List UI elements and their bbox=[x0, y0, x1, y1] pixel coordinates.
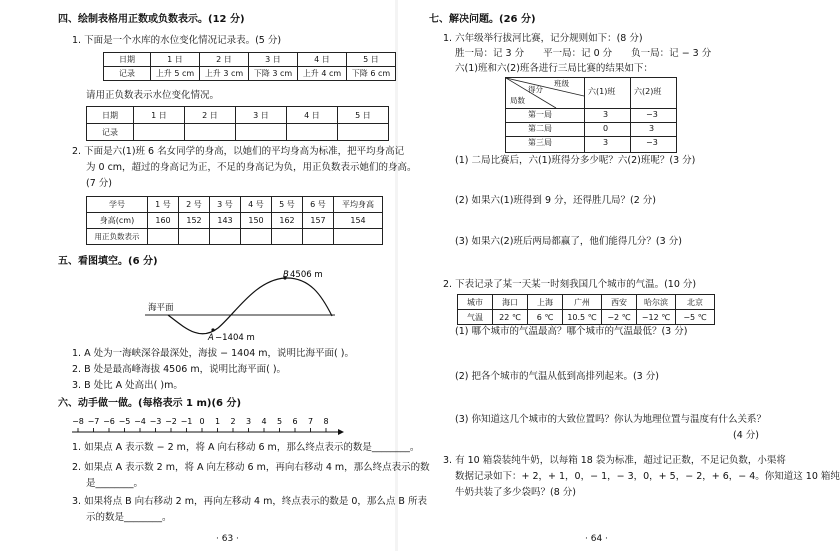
s7-q2-sub3-score: (4 分) bbox=[733, 430, 759, 441]
s6-q2-cont: 是________。 bbox=[86, 478, 144, 489]
table-cell: 1 日 bbox=[151, 53, 200, 67]
s7-q1-sub2: (2) 如果六(1)班得到 9 分，还得胜几局？(2 分) bbox=[455, 195, 656, 206]
table-cell: 上升 4 cm bbox=[298, 67, 347, 81]
table-cell: 150 bbox=[241, 213, 272, 229]
table-cell: 143 bbox=[210, 213, 241, 229]
corner-class-label: 班级 bbox=[554, 79, 569, 88]
s4-q2-line2: 为 0 cm，超过的身高记为正，不足的身高记为负，用正负数表示她们的身高。 bbox=[86, 162, 417, 173]
score-cell: 3 bbox=[603, 138, 609, 147]
table-cell: 3 日 bbox=[249, 53, 298, 67]
s7-q1-sub3: (3) 如果六(2)班后两局都赢了，他们能得几分？(3 分) bbox=[455, 236, 682, 247]
table-cell: 6 ℃ bbox=[528, 310, 563, 325]
header-diagonal bbox=[506, 78, 584, 96]
city-temperature-table bbox=[457, 294, 715, 325]
s5-q3: 3. B 处比 A 处高出( )m。 bbox=[72, 380, 183, 391]
table-cell: 4 日 bbox=[298, 53, 347, 67]
number-line-tick-label: 5 bbox=[276, 417, 283, 426]
answer-cell[interactable] bbox=[236, 124, 287, 141]
terrain-figure bbox=[140, 266, 350, 346]
number-line-tick-label: −2 bbox=[165, 417, 177, 426]
table-cell: 上海 bbox=[528, 295, 563, 310]
table-cell: 下降 6 cm bbox=[347, 67, 396, 81]
table-cell: 记录 bbox=[87, 124, 134, 141]
table-cell: 4 号 bbox=[241, 197, 272, 213]
answer-cell[interactable] bbox=[338, 124, 389, 141]
terrain-curve bbox=[168, 278, 332, 334]
s7-q1-rules: 胜一局：记 3 分 平一局：记 0 分 负一局：记 − 3 分 bbox=[455, 48, 712, 59]
section-6-title: 六、动手做一做。(每格表示 1 m)(6 分) bbox=[58, 398, 242, 409]
point-a-marker bbox=[211, 328, 214, 331]
table-cell: 157 bbox=[303, 213, 334, 229]
height-table bbox=[86, 196, 383, 245]
table-cell: 身高(cm) bbox=[87, 213, 148, 229]
answer-cell[interactable] bbox=[148, 229, 179, 245]
score-cell: 0 bbox=[603, 124, 609, 133]
page-number-right: · 64 · bbox=[585, 534, 608, 544]
table-cell: −2 ℃ bbox=[602, 310, 637, 325]
page-number-left: · 63 · bbox=[216, 534, 239, 544]
answer-cell[interactable] bbox=[334, 229, 383, 245]
table-cell: 上升 3 cm bbox=[200, 67, 249, 81]
answer-cell[interactable] bbox=[179, 229, 210, 245]
table-cell: 北京 bbox=[676, 295, 715, 310]
number-line-tick-label: 8 bbox=[323, 417, 329, 426]
score-cell: −3 bbox=[646, 110, 658, 119]
s7-q3-line1: 3. 有 10 箱袋装纯牛奶，以每箱 18 袋为标准，超过记正数，不足记负数，小渠将 bbox=[443, 455, 786, 466]
table-cell: 海口 bbox=[493, 295, 528, 310]
table-cell: 154 bbox=[334, 213, 383, 229]
answer-cell[interactable] bbox=[272, 229, 303, 245]
number-line-tick-label: 3 bbox=[245, 417, 252, 426]
number-line-tick-label: 2 bbox=[230, 417, 236, 426]
table-cell: 6 号 bbox=[303, 197, 334, 213]
table-cell: 2 日 bbox=[185, 107, 236, 124]
number-line-tick-label: 4 bbox=[261, 417, 267, 426]
s4-q1-text: 1. 下面是一个水库的水位变化情况记录表。(5 分) bbox=[72, 35, 282, 46]
table-divider bbox=[506, 136, 676, 137]
number-line-tick-label: 0 bbox=[199, 417, 205, 426]
s7-q2-sub3: (3) 你知道这几个城市的大致位置吗？你认为地理位置与温度有什么关系？ bbox=[455, 414, 766, 425]
point-b-label: B bbox=[283, 270, 289, 280]
table-cell: 记录 bbox=[104, 67, 151, 81]
table-cell: 5 日 bbox=[338, 107, 389, 124]
table-cell: 5 号 bbox=[272, 197, 303, 213]
table-cell: −12 ℃ bbox=[637, 310, 676, 325]
corner-round-label: 局数 bbox=[510, 96, 525, 105]
water-level-answer-table bbox=[86, 106, 389, 141]
row-round-2: 第二局 bbox=[528, 124, 552, 133]
table-cell: 学号 bbox=[87, 197, 148, 213]
table-cell: 日期 bbox=[87, 107, 134, 124]
table-cell: 10.5 ℃ bbox=[563, 310, 602, 325]
corner-score-label: 得分 bbox=[528, 85, 543, 94]
s7-q2-text: 2. 下表记录了某一天某一时刻我国几个城市的气温。(10 分) bbox=[443, 279, 697, 290]
table-cell: 4 日 bbox=[287, 107, 338, 124]
row-round-3: 第三局 bbox=[528, 138, 552, 147]
number-line-tick-label: −6 bbox=[103, 417, 115, 426]
table-cell: 22 ℃ bbox=[493, 310, 528, 325]
s7-q3-line2: 数据记录如下：+ 2，+ 1，0，− 1，− 3，0，+ 5，− 2，+ 6，− 4。你知道这 10 箱纯 bbox=[455, 471, 840, 482]
table-cell: 5 日 bbox=[347, 53, 396, 67]
s7-q3-line3: 牛奶共装了多少袋吗？(8 分) bbox=[455, 487, 576, 498]
number-line-tick-label: −5 bbox=[118, 417, 131, 426]
table-cell: 2 号 bbox=[179, 197, 210, 213]
table-cell: 气温 bbox=[458, 310, 493, 325]
table-cell: 用正负数表示 bbox=[87, 229, 148, 245]
s4-q1-instruction: 请用正负数表示水位变化情况。 bbox=[86, 90, 220, 101]
table-cell: 下降 3 cm bbox=[249, 67, 298, 81]
s6-q1: 1. 如果点 A 表示数 − 2 m，将 A 向右移动 6 m，那么终点表示的数是________。 bbox=[72, 442, 420, 453]
number-line bbox=[68, 414, 348, 442]
s6-q3-cont: 示的数是________。 bbox=[86, 512, 172, 523]
number-line-tick-label: 6 bbox=[292, 417, 298, 426]
table-cell: 上升 5 cm bbox=[151, 67, 200, 81]
table-cell: 西安 bbox=[602, 295, 637, 310]
number-line-tick-label: −1 bbox=[180, 417, 193, 426]
answer-cell[interactable] bbox=[303, 229, 334, 245]
number-line-tick-label: −7 bbox=[87, 417, 100, 426]
section-7-title: 七、解决问题。(26 分) bbox=[429, 14, 536, 25]
table-cell: 3 号 bbox=[210, 197, 241, 213]
number-line-arrow bbox=[338, 429, 344, 435]
score-cell: 3 bbox=[603, 110, 609, 119]
answer-cell[interactable] bbox=[210, 229, 241, 245]
table-cell: 城市 bbox=[458, 295, 493, 310]
s7-q1-sub1: (1) 二局比赛后，六(1)班得分多少呢？六(2)班呢？(3 分) bbox=[455, 155, 696, 166]
table-cell: −5 ℃ bbox=[676, 310, 715, 325]
table-cell: 广州 bbox=[563, 295, 602, 310]
col-class1: 六(1)班 bbox=[588, 87, 616, 96]
s5-q1: 1. A 处为一海峡深谷最深处，海拔 − 1404 m，说明比海平面( )。 bbox=[72, 348, 354, 359]
s7-q2-sub2: (2) 把各个城市的气温从低到高排列起来。(3 分) bbox=[455, 371, 659, 382]
table-cell: 162 bbox=[272, 213, 303, 229]
water-level-table bbox=[103, 52, 396, 81]
table-divider bbox=[506, 122, 676, 123]
number-line-tick-label: 7 bbox=[307, 417, 314, 426]
s4-q2-line3: (7 分) bbox=[86, 178, 112, 189]
table-cell: 3 日 bbox=[236, 107, 287, 124]
row-round-1: 第一局 bbox=[528, 110, 552, 119]
point-b-value: 4506 m bbox=[290, 270, 323, 280]
table-cell: 152 bbox=[179, 213, 210, 229]
table-cell: 1 号 bbox=[148, 197, 179, 213]
s7-q1-intro: 六(1)班和六(2)班各进行三局比赛的结果如下： bbox=[455, 63, 653, 74]
s6-q3: 3. 如果将点 B 向右移动 2 m，再向左移动 4 m，终点表示的数是 0，那么点 B 所表 bbox=[72, 496, 427, 507]
section-4-title: 四、绘制表格用正数或负数表示。(12 分) bbox=[58, 14, 245, 25]
point-a-label: A bbox=[208, 333, 214, 343]
answer-cell[interactable] bbox=[287, 124, 338, 141]
number-line-tick-label: −8 bbox=[72, 417, 84, 426]
score-cell: 3 bbox=[649, 124, 655, 133]
right-page bbox=[397, 0, 840, 551]
score-cell: −3 bbox=[646, 138, 658, 147]
point-a-value: −1404 m bbox=[215, 333, 255, 343]
number-line-tick-label: 1 bbox=[214, 417, 221, 426]
s4-q2-line1: 2. 下面是六(1)班 6 名女同学的身高，以她们的平均身高为标准，把平均身高记 bbox=[72, 146, 405, 157]
answer-cell[interactable] bbox=[185, 124, 236, 141]
table-cell: 160 bbox=[148, 213, 179, 229]
table-cell: 日期 bbox=[104, 53, 151, 67]
number-line-tick-label: −3 bbox=[149, 417, 162, 426]
table-cell: 2 日 bbox=[200, 53, 249, 67]
table-cell: 平均身高 bbox=[334, 197, 383, 213]
s7-q2-sub1: (1) 哪个城市的气温最高？哪个城市的气温最低？(3 分) bbox=[455, 326, 688, 337]
number-line-tick-label: −4 bbox=[134, 417, 146, 426]
table-divider bbox=[584, 78, 585, 152]
s6-q2: 2. 如果点 A 表示数 2 m，将 A 向左移动 6 m，再向右移动 4 m，那么终点表示的数 bbox=[72, 462, 430, 473]
sea-level-label: 海平面 bbox=[148, 303, 174, 313]
s5-q2: 2. B 处是最高峰海拔 4506 m，说明比海平面( )。 bbox=[72, 364, 287, 375]
col-class2: 六(2)班 bbox=[634, 87, 662, 96]
answer-cell[interactable] bbox=[134, 124, 185, 141]
table-cell: 1 日 bbox=[134, 107, 185, 124]
answer-cell[interactable] bbox=[241, 229, 272, 245]
section-5-title: 五、看图填空。(6 分) bbox=[58, 256, 158, 267]
s7-q1-text: 1. 六年级举行拔河比赛，记分规则如下：(8 分) bbox=[443, 33, 643, 44]
table-divider bbox=[630, 78, 631, 152]
table-divider bbox=[506, 108, 676, 109]
table-cell: 哈尔滨 bbox=[637, 295, 676, 310]
tug-of-war-table bbox=[505, 77, 677, 153]
